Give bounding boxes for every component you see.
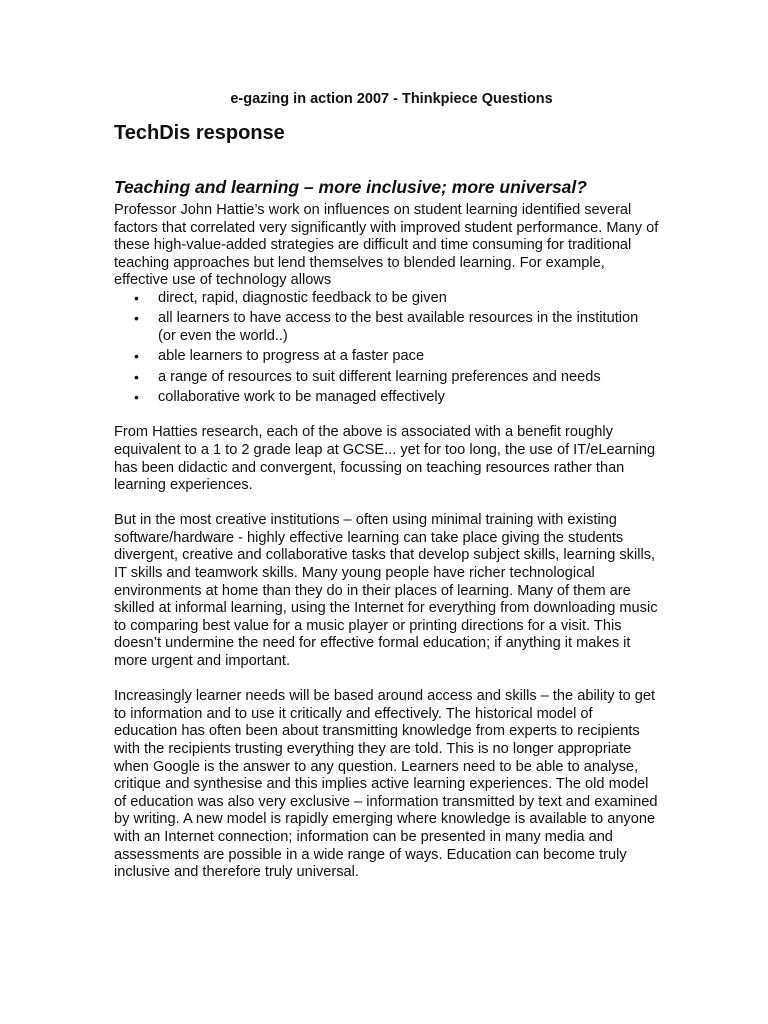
list-item-text: able learners to progress at a faster pace xyxy=(158,348,425,365)
paragraph-hattie-research: From Hatties research, each of the above is associated with a benefit roughly equivalent to a 1 to 2 grade leap at GCSE... yet for too long, the use of IT/eLearning has been didactic and convergent, focussing on teaching resources rather than learning experiences. xyxy=(114,424,656,494)
document-title: e-gazing in action 2007 - Thinkpiece Questions xyxy=(230,91,553,107)
bullet-icon: • xyxy=(134,389,139,406)
list-item-text: collaborative work to be managed effectively xyxy=(158,389,445,406)
list-item xyxy=(134,290,659,308)
response-heading: TechDis response xyxy=(114,122,285,144)
bullet-icon: • xyxy=(134,348,139,365)
list-item-text: a range of resources to suit different learning preferences and needs xyxy=(158,368,601,385)
bullet-icon: • xyxy=(134,368,139,385)
document-page xyxy=(114,88,659,882)
section-heading: Teaching and learning – more inclusive; more universal? xyxy=(114,177,587,197)
intro-paragraph: Professor John Hattie’s work on influences on student learning identified several factors that correlated very significantly with improved student performance. Many of these high-value-added strategies are difficult and time consuming for traditional teaching approaches but lend themselves to blended learning. For example, effective use of technology allows xyxy=(114,202,659,289)
paragraph-creative-institutions: But in the most creative institutions – often using minimal training with existing software/hardware - highly effective learning can take place giving the students divergent, creative and collaborative tasks that develop subject skills, learning skills, IT skills and teamwork skills. Many young people have richer technological environments at home than they do in their places of learning. Many of them are skilled at informal learning, using the Internet for everything from downloading music to comparing best value for a music player or printing directions for a visit. This doesn’t undermine the need for effective formal education; if anything it makes it more urgent and important. xyxy=(114,512,658,670)
list-item-text: direct, rapid, diagnostic feedback to be given xyxy=(158,289,447,306)
bullet-list xyxy=(114,290,659,407)
list-item xyxy=(134,389,659,407)
list-item-text: all learners to have access to the best available resources in the institution (or even the world..) xyxy=(158,310,639,344)
paragraph-learner-needs: Increasingly learner needs will be based around access and skills – the ability to get to information and to use it critically and effectively. The historical model of education has often been about transmitting knowledge from experts to recipients with the recipients trusting everything they are told. This is no longer appropriate when Google is the answer to any question. Learners need to be able to analyse, critique and synthesise and this implies active learning experiences. The old model of education was also very exclusive – information transmitted by text and examined by writing. A new model is rapidly emerging where knowledge is available to anyone with an Internet connection; information can be presented in many media and assessments are possible in a wide range of ways. Education can become truly inclusive and therefore truly universal. xyxy=(114,688,658,881)
list-item xyxy=(134,369,659,387)
bullet-icon: • xyxy=(134,289,139,306)
list-item xyxy=(134,348,659,366)
bullet-icon: • xyxy=(134,310,139,327)
list-item xyxy=(134,310,659,345)
